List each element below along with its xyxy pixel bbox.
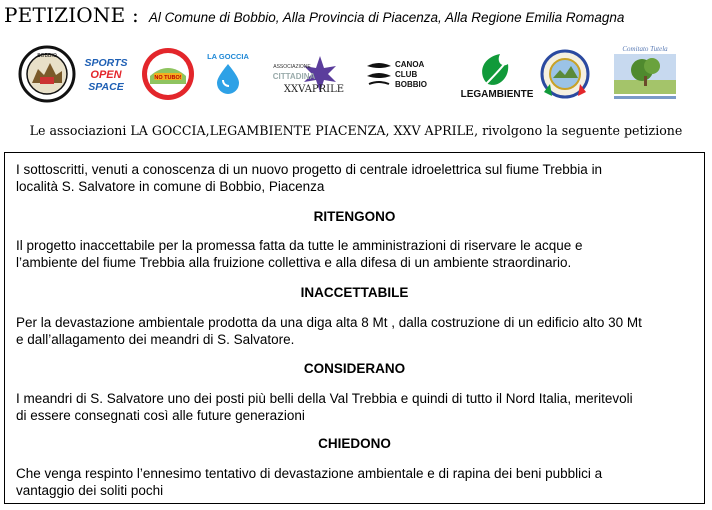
comitato-tutela-logo	[608, 44, 682, 106]
sports-open-space-logo	[80, 54, 132, 94]
svg-text:CANOA: CANOA	[395, 60, 425, 69]
paragraph-considerano	[16, 390, 696, 424]
legambiente-logo	[458, 48, 536, 100]
heading-chiedono: CHIEDONO	[318, 436, 391, 451]
heading-inaccettabile: INACCETTABILE	[300, 285, 409, 300]
bobbio-seal-logo	[18, 45, 76, 103]
svg-text:ASSOCIAZIONE: ASSOCIAZIONE	[273, 64, 311, 70]
svg-text:SPORTS: SPORTS	[84, 57, 128, 69]
la-goccia-logo	[205, 50, 251, 96]
paragraph-chiedono	[16, 465, 696, 499]
no-tubo-text: NO TUBO!	[154, 75, 182, 81]
legambiente-text: LEGAMBIENTE	[460, 89, 534, 100]
petition-box	[4, 152, 705, 504]
paragraph-line: di essere consegnati così alle future generazioni	[16, 408, 305, 423]
petition-recipients: Al Comune di Bobbio, Alla Provincia di Piacenza, Alla Regione Emilia Romagna	[148, 10, 625, 25]
svg-text:XXVAPRILE: XXVAPRILE	[283, 84, 345, 95]
heading-considerano: CONSIDERANO	[303, 361, 406, 376]
svg-text:CLUB: CLUB	[395, 70, 418, 79]
svg-text:OPEN: OPEN	[90, 69, 122, 81]
heading-ritengono: RITENGONO	[313, 209, 396, 224]
svg-text:BOBBIO: BOBBIO	[395, 80, 427, 89]
paragraph-line: vantaggio dei soliti pochi	[16, 483, 164, 498]
petition-title-row	[4, 3, 624, 27]
paragraph-line: Il progetto inaccettabile per la promessa fatta da tutte le amministrazioni di riservare le acque e	[16, 238, 583, 253]
paragraph-inaccettabile	[16, 314, 696, 348]
paragraph-line: Che venga respinto l’ennesimo tentativo di devastazione ambientale e di rapina dei beni pubblici a	[16, 466, 603, 481]
paragraph-ritengono	[16, 237, 696, 271]
la-goccia-text: LA GOCCIA	[207, 52, 249, 61]
xxv-aprile-logo	[272, 52, 356, 96]
bobbio-seal-text: BOBBIO	[37, 53, 57, 59]
paragraph-line: I meandri di S. Salvatore uno dei posti più belli della Val Trebbia e quindi di tutto il Nord Italia, meritevoli	[16, 391, 633, 406]
svg-text:SPACE: SPACE	[88, 81, 124, 93]
emblem-seal-logo	[540, 44, 590, 104]
no-tubo-logo	[140, 46, 196, 102]
opening-paragraph	[16, 161, 696, 195]
paragraph-line: Per la devastazione ambientale prodotta da una diga alta 8 Mt , dalla costruzione di un edificio alto 30 Mt	[16, 315, 642, 330]
petition-title: PETIZIONE :	[4, 3, 139, 27]
paragraph-line: l’ambiente del fiume Trebbia alla fruizione collettiva e alla difesa di un ambiente straordinario.	[16, 255, 572, 270]
intro-line: Le associazioni LA GOCCIA,LEGAMBIENTE PIACENZA, XXV APRILE, rivolgono la seguente petizione	[29, 123, 683, 138]
logo-strip	[0, 40, 712, 110]
comitato-tutela-text: Comitato Tutela	[622, 45, 668, 53]
opening-line: I sottoscritti, venuti a conoscenza di un nuovo progetto di centrale idroelettrica sul fiume Trebbia in	[16, 162, 603, 177]
canoa-club-logo	[365, 56, 433, 92]
opening-line: località S. Salvatore in comune di Bobbio, Piacenza	[16, 179, 325, 194]
paragraph-line: e dall’allagamento dei meandri di S. Salvatore.	[16, 332, 295, 347]
svg-text:CITTADINA: CITTADINA	[272, 72, 316, 81]
